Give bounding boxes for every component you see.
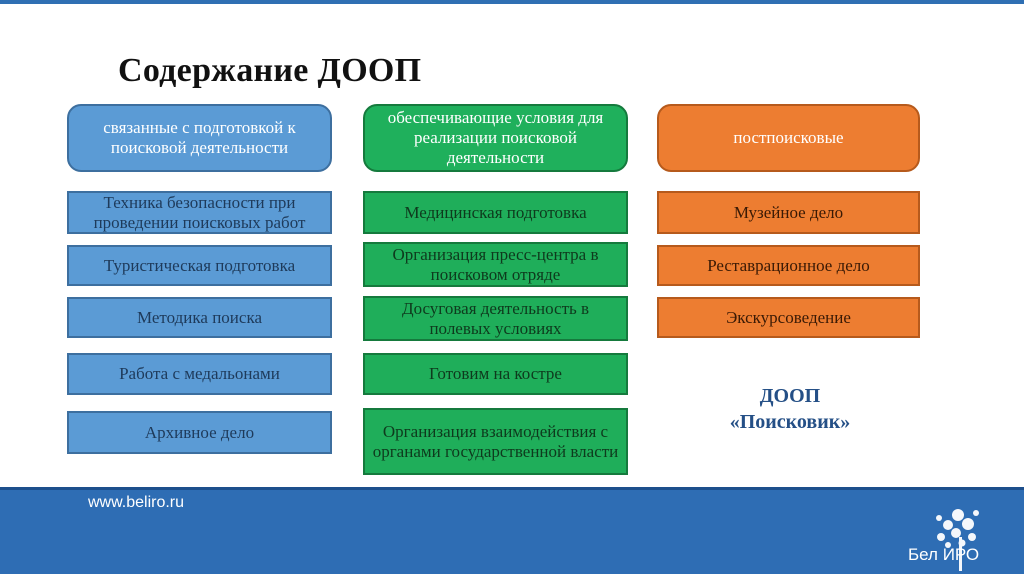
item-prep-4: Работа с медальонами — [67, 353, 332, 395]
page-title: Содержание ДООП — [118, 52, 422, 89]
header-prep: связанные с подготовкой к поисковой деятельности — [67, 104, 332, 172]
item-support-5: Организация взаимодействия с органами государственной власти — [363, 408, 628, 475]
item-support-3: Досуговая деятельность в полевых условиях — [363, 296, 628, 341]
item-support-2: Организация пресс-центра в поисковом отряде — [363, 242, 628, 287]
header-support: обеспечивающие условия для реализации поисковой деятельности — [363, 104, 628, 172]
header-post: постпоисковые — [657, 104, 920, 172]
program-name — [700, 383, 880, 435]
item-prep-5: Архивное дело — [67, 411, 332, 454]
item-post-2: Реставрационное дело — [657, 245, 920, 286]
item-support-1: Медицинская подготовка — [363, 191, 628, 234]
site-url[interactable]: www.beliro.ru — [88, 494, 185, 511]
item-support-4: Готовим на костре — [363, 353, 628, 395]
item-prep-3: Методика поиска — [67, 297, 332, 338]
footer-bar — [0, 487, 1024, 574]
top-accent-bar — [0, 0, 1024, 4]
program-line2: «Поисковик» — [729, 411, 851, 433]
item-post-1: Музейное дело — [657, 191, 920, 234]
program-line1: ДООП — [759, 385, 821, 407]
item-post-3: Экскурсоведение — [657, 297, 920, 338]
item-prep-1: Техника безопасности при проведении поисковых работ — [67, 191, 332, 234]
logo-text: Бел ИРО — [908, 545, 980, 564]
footer-top-line — [0, 487, 1024, 490]
item-prep-2: Туристическая подготовка — [67, 245, 332, 286]
